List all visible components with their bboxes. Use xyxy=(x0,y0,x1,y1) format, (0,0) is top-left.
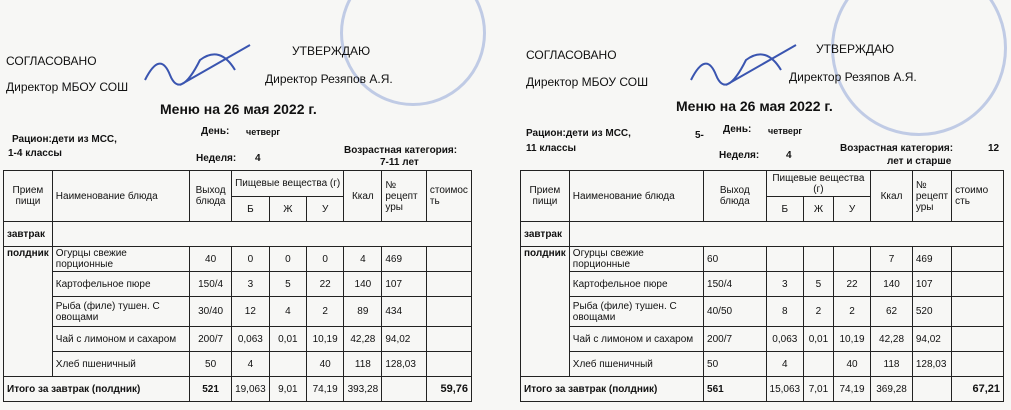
cell-cost xyxy=(952,297,1004,327)
cell-dish: Чай с лимоном и сахаром xyxy=(52,327,190,352)
cell-cost xyxy=(426,247,471,272)
header-yield: Выход блюда xyxy=(704,171,766,222)
age-category-num: 12 xyxy=(988,143,1000,154)
total-zh: 7,01 xyxy=(804,377,834,402)
ration-label: Рацион:дети из МСС, xyxy=(12,134,117,145)
cell-zh: 5 xyxy=(804,272,834,297)
cell-recipe: 128,03 xyxy=(912,352,951,377)
class-label: 11 классы xyxy=(526,143,577,154)
header-kcal: Ккал xyxy=(871,171,913,222)
cell-recipe: 107 xyxy=(382,272,427,297)
cell-b: 0 xyxy=(231,247,269,272)
seal-stamp-right xyxy=(831,0,1007,136)
cell-recipe: 434 xyxy=(382,297,427,327)
cell-u: 22 xyxy=(306,272,344,297)
cell-zh xyxy=(804,352,834,377)
cell-zh: 2 xyxy=(804,297,834,327)
cell-recipe: 94,02 xyxy=(382,327,427,352)
cell-cost xyxy=(952,247,1004,272)
header-cost: стоимо сть xyxy=(952,171,1004,222)
cell-kcal: 140 xyxy=(871,272,913,297)
total-yield: 521 xyxy=(190,377,232,402)
cell-u: 10,19 xyxy=(833,327,870,352)
meal-snack: полдник xyxy=(521,247,570,377)
cell-recipe: 94,02 xyxy=(912,327,951,352)
cell-cost xyxy=(426,327,471,352)
total-label: Итого за завтрак (полдник) xyxy=(4,377,190,402)
total-row xyxy=(521,377,1004,402)
cell-cost xyxy=(426,297,471,327)
director-name: Директор Резяпов А.Я. xyxy=(789,70,917,84)
approved-label: СОГЛАСОВАНО xyxy=(526,48,617,62)
cell-recipe: 107 xyxy=(912,272,951,297)
header-dish: Наименование блюда xyxy=(569,171,703,222)
week-label: Неделя: xyxy=(196,153,237,164)
cell-yield: 150/4 xyxy=(190,272,232,297)
cell-kcal: 118 xyxy=(344,352,382,377)
total-b: 15,063 xyxy=(766,377,804,402)
menu-sheet-left xyxy=(0,0,505,410)
total-recipe xyxy=(382,377,427,402)
cell-recipe: 469 xyxy=(912,247,951,272)
cell-yield: 50 xyxy=(190,352,232,377)
cell-u: 2 xyxy=(833,297,870,327)
cell-kcal: 42,28 xyxy=(344,327,382,352)
cell-yield: 40/50 xyxy=(704,297,766,327)
cell-zh: 5 xyxy=(269,272,306,297)
cell-b: 4 xyxy=(766,352,804,377)
cell-zh: 0,01 xyxy=(269,327,306,352)
age-category-value: лет и старше xyxy=(887,156,952,167)
week-label: Неделя: xyxy=(719,150,760,161)
header-meal: Прием пищи xyxy=(4,171,53,222)
director-label: Директор МБОУ СОШ xyxy=(526,75,649,89)
table-row xyxy=(521,352,1004,377)
header-b: Б xyxy=(766,197,804,222)
cell-zh xyxy=(804,247,834,272)
cell-b xyxy=(766,247,804,272)
header-recipe: № рецепт уры xyxy=(382,171,427,222)
total-recipe xyxy=(912,377,951,402)
cell-recipe: 520 xyxy=(912,297,951,327)
page-title: Меню на 26 мая 2022 г. xyxy=(160,101,317,117)
total-row xyxy=(4,377,472,402)
week-value: 4 xyxy=(255,153,261,164)
cell-cost xyxy=(426,352,471,377)
cell-zh xyxy=(269,352,306,377)
cell-b: 8 xyxy=(766,297,804,327)
cell-zh: 0 xyxy=(269,247,306,272)
cell-kcal: 7 xyxy=(871,247,913,272)
cell-dish: Рыба (филе) тушен. С овощами xyxy=(52,297,190,327)
cell-b: 3 xyxy=(766,272,804,297)
cell-kcal: 4 xyxy=(344,247,382,272)
cell-cost xyxy=(952,352,1004,377)
cell-u: 40 xyxy=(306,352,344,377)
cell-yield: 150/4 xyxy=(704,272,766,297)
cell-u xyxy=(833,247,870,272)
total-yield: 561 xyxy=(704,377,766,402)
cell-yield: 200/7 xyxy=(704,327,766,352)
table-row xyxy=(521,247,1004,272)
cell-dish: Хлеб пшеничный xyxy=(52,352,190,377)
director-label: Директор МБОУ СОШ xyxy=(6,80,129,94)
day-label: День: xyxy=(723,124,752,135)
header-zh: Ж xyxy=(269,197,306,222)
table-row xyxy=(4,297,472,327)
header-u: У xyxy=(833,197,870,222)
table-row xyxy=(521,327,1004,352)
total-kcal: 369,28 xyxy=(871,377,913,402)
cell-dish: Хлеб пшеничный xyxy=(569,352,703,377)
director-name: Директор Резяпов А.Я. xyxy=(265,72,393,86)
table-row xyxy=(4,272,472,297)
header-u: У xyxy=(306,197,344,222)
meal-snack: полдник xyxy=(4,247,53,377)
cell-kcal: 89 xyxy=(344,297,382,327)
signature-left xyxy=(140,40,260,100)
page-title: Меню на 26 мая 2022 г. xyxy=(676,98,833,114)
total-cost: 67,21 xyxy=(952,377,1004,402)
cell-kcal: 118 xyxy=(871,352,913,377)
header-zh: Ж xyxy=(804,197,834,222)
total-zh: 9,01 xyxy=(269,377,306,402)
day-label: День: xyxy=(201,126,230,137)
ration-label: Рацион:дети из МСС, xyxy=(526,128,631,139)
cell-dish: Картофельное пюре xyxy=(52,272,190,297)
cell-dish: Огурцы свежие порционные xyxy=(569,247,703,272)
cell-dish: Рыба (филе) тушен. С овощами xyxy=(569,297,703,327)
header-cost: стоимос ть xyxy=(426,171,471,222)
cell-yield: 40 xyxy=(190,247,232,272)
cell-yield: 60 xyxy=(704,247,766,272)
cell-b: 12 xyxy=(231,297,269,327)
cell-dish: Огурцы свежие порционные xyxy=(52,247,190,272)
cell-kcal: 140 xyxy=(344,272,382,297)
age-category-label: Возрастная категория: xyxy=(840,143,954,154)
cell-recipe: 469 xyxy=(382,247,427,272)
cell-dish: Картофельное пюре xyxy=(569,272,703,297)
cell-b: 0,063 xyxy=(766,327,804,352)
cell-zh: 0,01 xyxy=(804,327,834,352)
meal-breakfast: завтрак xyxy=(4,222,53,247)
cell-u: 10,19 xyxy=(306,327,344,352)
class-label: 1-4 классы xyxy=(8,148,62,159)
approved-label: СОГЛАСОВАНО xyxy=(6,54,97,68)
header-nutrients: Пищевые вещества (г) xyxy=(231,171,344,197)
header-recipe: № рецепт уры xyxy=(912,171,951,222)
table-row xyxy=(4,247,472,272)
cell-cost xyxy=(952,272,1004,297)
table-row xyxy=(521,272,1004,297)
total-b: 19,063 xyxy=(231,377,269,402)
header-dish: Наименование блюда xyxy=(52,171,190,222)
meal-breakfast: завтрак xyxy=(521,222,570,247)
day-value: четверг xyxy=(246,127,281,137)
total-kcal: 393,28 xyxy=(344,377,382,402)
cell-yield: 30/40 xyxy=(190,297,232,327)
cell-u: 0 xyxy=(306,247,344,272)
day-value: четверг xyxy=(768,126,803,136)
header-kcal: Ккал xyxy=(344,171,382,222)
cell-recipe: 128,03 xyxy=(382,352,427,377)
header-meal: Прием пищи xyxy=(521,171,570,222)
table-row xyxy=(4,352,472,377)
cell-u: 2 xyxy=(306,297,344,327)
cell-b: 4 xyxy=(231,352,269,377)
cell-yield: 200/7 xyxy=(190,327,232,352)
cell-kcal: 62 xyxy=(871,297,913,327)
header-b: Б xyxy=(231,197,269,222)
approve-label: УТВЕРЖДАЮ xyxy=(816,42,895,56)
age-category-value: 7-11 лет xyxy=(380,157,419,168)
cell-cost xyxy=(426,272,471,297)
menu-table xyxy=(3,170,472,402)
cell-yield: 50 xyxy=(704,352,766,377)
cell-kcal: 42,28 xyxy=(871,327,913,352)
ration-suffix: 5- xyxy=(695,130,704,141)
cell-b: 0,063 xyxy=(231,327,269,352)
cell-u: 40 xyxy=(833,352,870,377)
approve-label: УТВЕРЖДАЮ xyxy=(292,44,371,58)
header-nutrients: Пищевые вещества (г) xyxy=(766,171,871,197)
total-u: 74,19 xyxy=(833,377,870,402)
cell-b: 3 xyxy=(231,272,269,297)
table-row xyxy=(521,297,1004,327)
week-value: 4 xyxy=(786,150,792,161)
total-label: Итого за завтрак (полдник) xyxy=(521,377,704,402)
menu-sheet-right xyxy=(506,0,1011,410)
menu-table xyxy=(520,170,1004,402)
table-row xyxy=(4,327,472,352)
header-yield: Выход блюда xyxy=(190,171,232,222)
cell-zh: 4 xyxy=(269,297,306,327)
cell-cost xyxy=(952,327,1004,352)
total-u: 74,19 xyxy=(306,377,344,402)
total-cost: 59,76 xyxy=(426,377,471,402)
cell-dish: Чай с лимоном и сахаром xyxy=(569,327,703,352)
age-category-label: Возрастная категория: xyxy=(344,145,458,156)
signature-right xyxy=(686,40,806,100)
cell-u: 22 xyxy=(833,272,870,297)
